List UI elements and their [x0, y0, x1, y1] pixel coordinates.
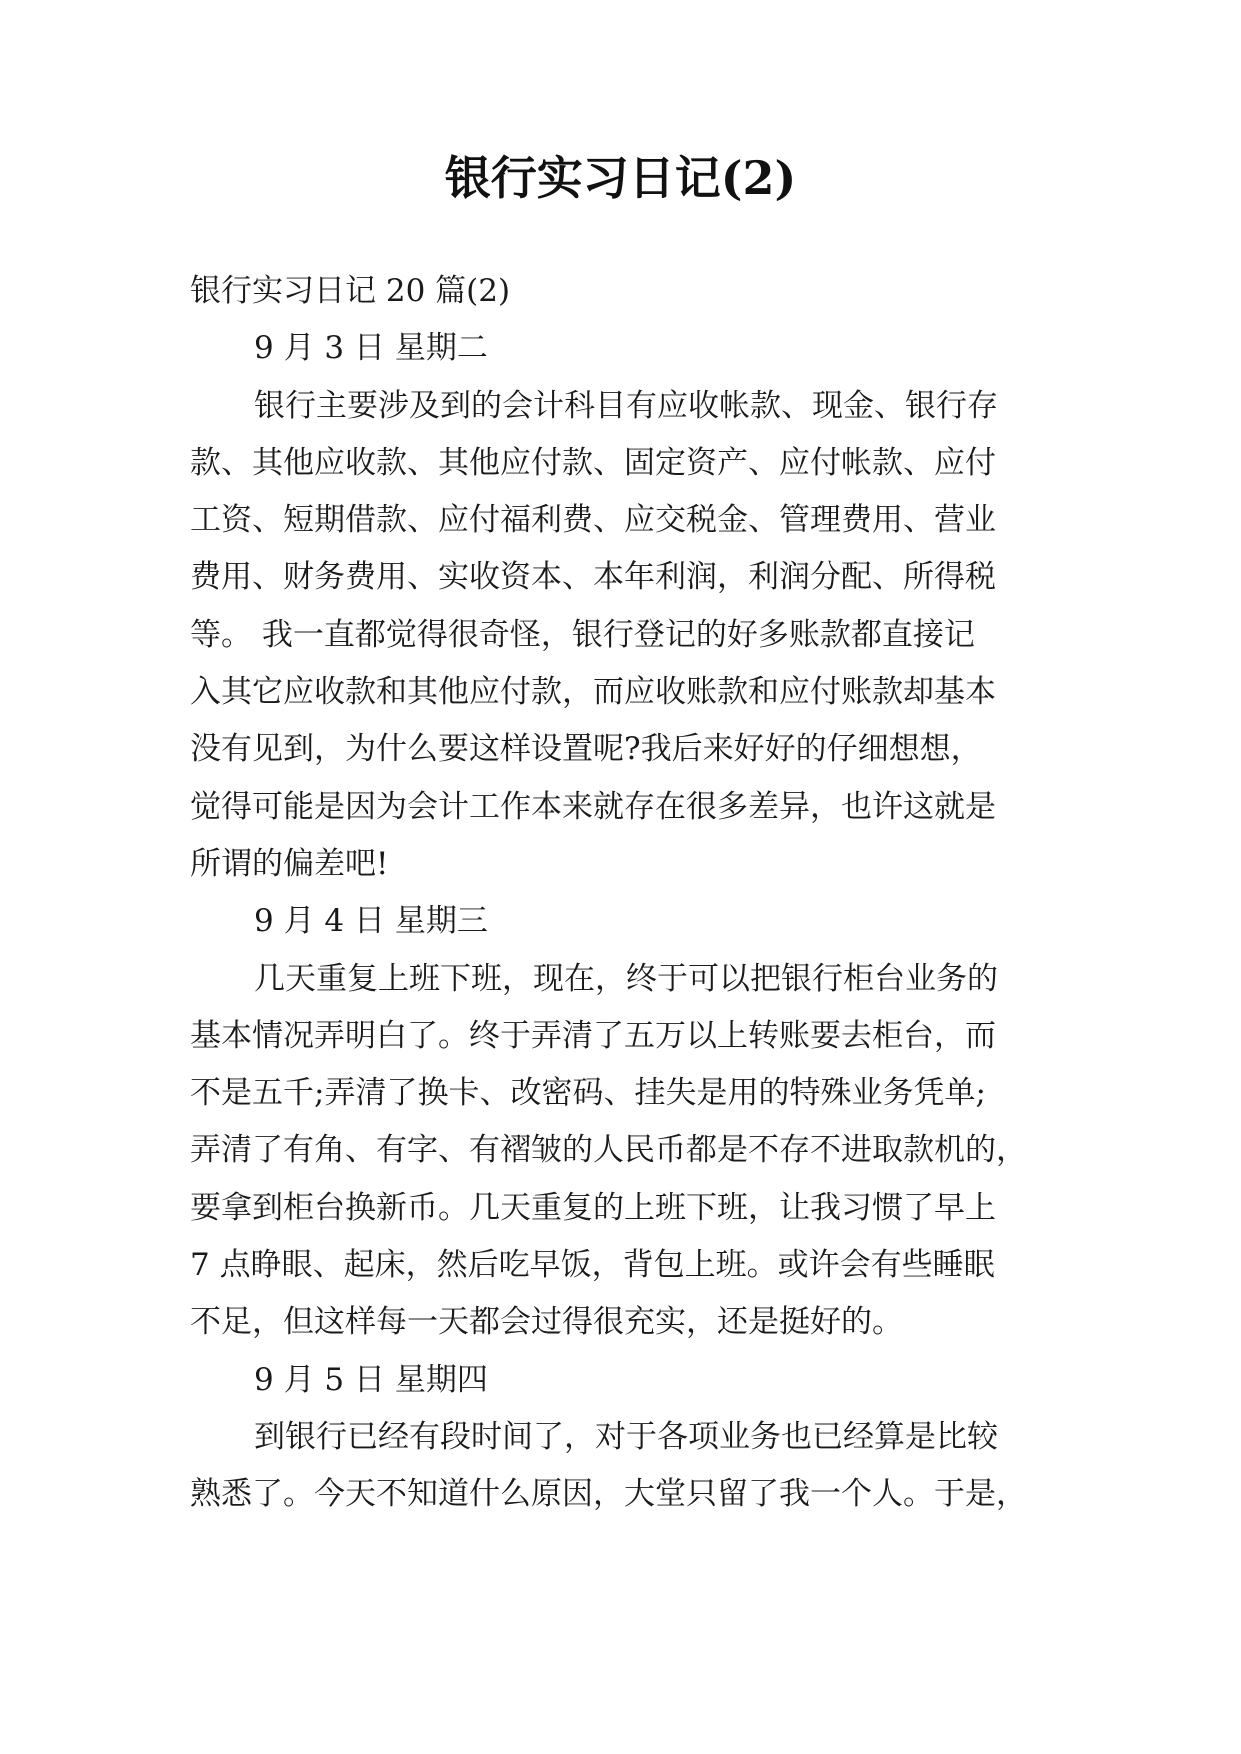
text-line: 觉得可能是因为会计工作本来就存在很多差异，也许这就是	[190, 788, 996, 825]
text-line: 费用、财务费用、实收资本、本年利润，利润分配、所得税	[190, 559, 996, 596]
text-line: 到银行已经有段时间了，对于各项业务也已经算是比较	[254, 1418, 998, 1455]
text-line: 所谓的偏差吧!	[190, 845, 389, 882]
text-line: 熟悉了。今天不知道什么原因，大堂只留了我一个人。于是，	[190, 1476, 1027, 1513]
document-body	[190, 263, 1055, 1524]
text-line: 9 月 3 日 星期二	[254, 330, 488, 367]
text-line: 几天重复上班下班，现在，终于可以把银行柜台业务的	[254, 960, 998, 997]
text-line: 入其它应收款和其他应付款，而应收账款和应付账款却基本	[190, 674, 996, 711]
text-line: 要拿到柜台换新币。几天重复的上班下班，让我习惯了早上	[190, 1189, 996, 1226]
text-line: 款、其他应收款、其他应付款、固定资产、应付帐款、应付	[190, 444, 996, 481]
text-line: 工资、短期借款、应付福利费、应交税金、管理费用、营业	[190, 502, 996, 539]
text-line: 银行实习日记 20 篇(2)	[190, 273, 511, 309]
text-line: 不是五千;弄清了换卡、改密码、挂失是用的特殊业务凭单;	[190, 1075, 986, 1112]
text-line: 弄清了有角、有字、有褶皱的人民币都是不存不进取款机的，	[190, 1132, 1027, 1169]
text-line: 没有见到，为什么要这样设置呢?我后来好好的仔细想想，	[190, 731, 982, 768]
text-line: 银行主要涉及到的会计科目有应收帐款、现金、银行存	[254, 387, 998, 424]
text-line: 7 点睁眼、起床，然后吃早饭，背包上班。或许会有些睡眠	[190, 1247, 995, 1284]
text-line: 9 月 5 日 星期四	[254, 1361, 488, 1398]
text-line: 基本情况弄明白了。终于弄清了五万以上转账要去柜台，而	[190, 1017, 996, 1054]
document-title: 银行实习日记(2)	[444, 151, 797, 205]
text-line: 9 月 4 日 星期三	[254, 903, 488, 940]
text-line: 等。 我一直都觉得很奇怪，银行登记的好多账款都直接记	[190, 616, 975, 653]
text-line: 不足，但这样每一天都会过得很充实，还是挺好的。	[190, 1304, 903, 1341]
